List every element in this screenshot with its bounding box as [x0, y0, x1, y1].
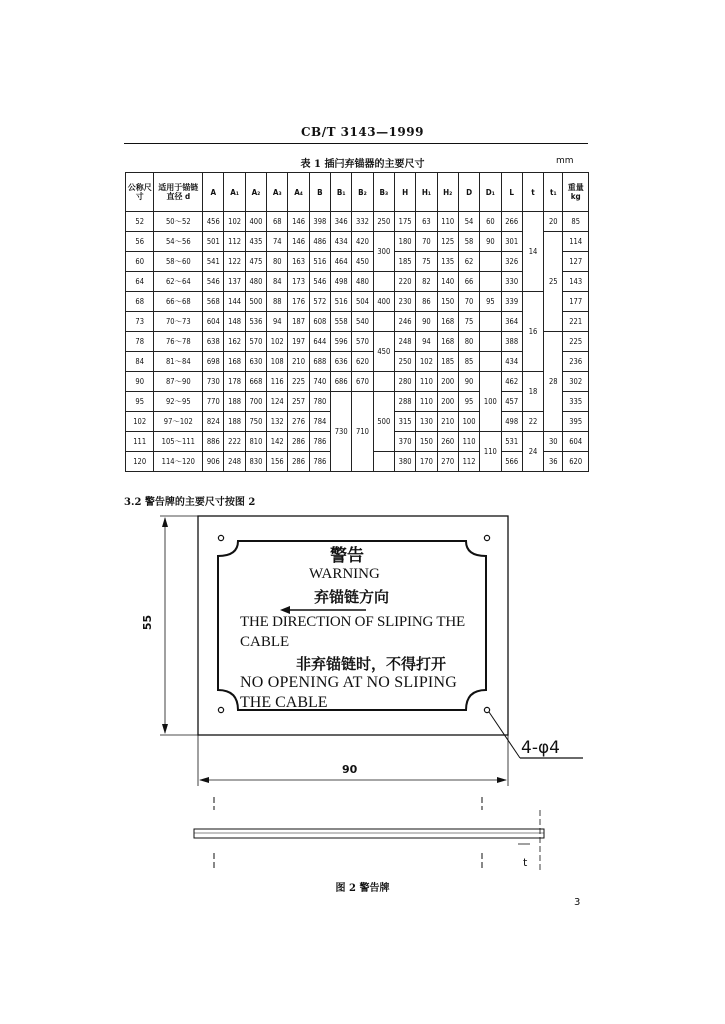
table-cell: 150	[437, 292, 458, 312]
table-cell: 620	[352, 352, 373, 372]
table-cell: 400	[373, 292, 394, 312]
table-cell: 270	[437, 452, 458, 472]
table-cell: 380	[394, 452, 415, 472]
table-cell: 163	[288, 252, 309, 272]
table-cell: 475	[245, 252, 266, 272]
table-header-cell: A	[203, 173, 224, 212]
table-header-cell: D	[458, 173, 479, 212]
table-cell: 572	[309, 292, 330, 312]
table-header-cell: A₃	[267, 173, 288, 212]
table-cell: 58	[458, 232, 479, 252]
table-cell: 100	[480, 372, 501, 432]
table-cell: 225	[563, 332, 589, 352]
warning-chinese-title: 警告	[330, 546, 364, 565]
table-cell: 112	[224, 232, 245, 252]
table-cell: 531	[501, 432, 522, 452]
table-cell: 315	[394, 412, 415, 432]
table-cell: 604	[203, 312, 224, 332]
table-cell: 162	[224, 332, 245, 352]
section-title: 3.2 警告牌的主要尺寸按图 2	[124, 497, 256, 508]
table-cell: 140	[437, 272, 458, 292]
table-cell: 122	[224, 252, 245, 272]
table-cell: 97～102	[154, 412, 203, 432]
table-cell: 28	[544, 332, 563, 432]
table-cell: 248	[224, 452, 245, 472]
table-cell: 504	[352, 292, 373, 312]
page-number: 3	[574, 897, 581, 908]
table-header-cell: 重量 kg	[563, 173, 589, 212]
table-cell: 60	[480, 212, 501, 232]
table-cell: 830	[245, 452, 266, 472]
table-cell: 388	[501, 332, 522, 352]
table-cell: 25	[544, 232, 563, 332]
table-header-cell: B	[309, 173, 330, 212]
table-cell: 185	[394, 252, 415, 272]
table-cell: 286	[288, 452, 309, 472]
table-header-cell: B₁	[331, 173, 352, 212]
table-cell: 222	[224, 432, 245, 452]
hole-icon	[218, 707, 223, 712]
table-cell: 668	[245, 372, 266, 392]
table-cell: 300	[373, 232, 394, 272]
table-cell: 95	[480, 292, 501, 312]
table-cell: 608	[309, 312, 330, 332]
table-cell: 698	[203, 352, 224, 372]
table-cell: 501	[203, 232, 224, 252]
table-cell: 63	[416, 212, 437, 232]
table-cell: 250	[394, 352, 415, 372]
table-cell: 200	[437, 392, 458, 412]
table-cell: 644	[309, 332, 330, 352]
table-cell: 66～68	[154, 292, 203, 312]
table-cell: 568	[203, 292, 224, 312]
table-cell: 750	[245, 412, 266, 432]
table-cell: 266	[501, 212, 522, 232]
table-cell: 60	[126, 252, 154, 272]
hole-icon	[484, 535, 489, 540]
plate-line-5: THE CABLE	[240, 694, 328, 711]
table-cell: 175	[394, 212, 415, 232]
table-cell: 286	[288, 432, 309, 452]
table-cell: 120	[126, 452, 154, 472]
table-cell: 546	[309, 272, 330, 292]
table-cell: 146	[288, 212, 309, 232]
table-cell: 177	[563, 292, 589, 312]
table-cell: 730	[203, 372, 224, 392]
table-cell: 346	[331, 212, 352, 232]
table-cell: 142	[267, 432, 288, 452]
table-cell: 332	[352, 212, 373, 232]
table-cell: 824	[203, 412, 224, 432]
table-cell: 456	[203, 212, 224, 232]
table-cell: 434	[331, 232, 352, 252]
table-cell: 66	[458, 272, 479, 292]
table-cell: 176	[288, 292, 309, 312]
warning-english-title: WARNING	[309, 566, 380, 582]
table-cell: 257	[288, 392, 309, 412]
table-cell: 36	[544, 452, 563, 472]
table-cell: 200	[437, 372, 458, 392]
table-cell: 276	[288, 412, 309, 432]
width-dimension-label: 90	[342, 763, 358, 776]
table-cell: 22	[522, 412, 543, 432]
table-cell: 50～52	[154, 212, 203, 232]
table-cell: 536	[245, 312, 266, 332]
table-cell: 730	[331, 392, 352, 472]
table-header-cell: L	[501, 173, 522, 212]
table-cell: 76～78	[154, 332, 203, 352]
table-cell: 110	[437, 212, 458, 232]
table-cell: 620	[563, 452, 589, 472]
table-cell: 480	[245, 272, 266, 292]
table-header-cell: 公称尺寸	[126, 173, 154, 212]
table-cell: 68	[267, 212, 288, 232]
plate-line-1: THE DIRECTION OF SLIPING THE	[240, 614, 465, 630]
table-cell: 302	[563, 372, 589, 392]
table-cell: 54～56	[154, 232, 203, 252]
table-header-cell: t₁	[544, 173, 563, 212]
table-cell: 236	[563, 352, 589, 372]
table-cell: 58～60	[154, 252, 203, 272]
table-header-cell: D₁	[480, 173, 501, 212]
table-cell: 335	[563, 392, 589, 412]
table-cell: 786	[309, 452, 330, 472]
figure-caption: 图 2 警告牌	[335, 883, 390, 894]
table-cell: 370	[394, 432, 415, 452]
table-cell: 450	[352, 252, 373, 272]
table-cell: 288	[394, 392, 415, 412]
table-header-cell: B₂	[352, 173, 373, 212]
table-cell: 688	[309, 352, 330, 372]
table-cell: 188	[224, 412, 245, 432]
table-cell: 220	[394, 272, 415, 292]
table-cell: 130	[416, 412, 437, 432]
table-header-cell: H	[394, 173, 415, 212]
table-cell: 400	[245, 212, 266, 232]
table-cell: 52	[126, 212, 154, 232]
standard-header: CB/T 3143—1999	[301, 125, 424, 139]
table-cell: 80	[458, 332, 479, 352]
table-cell: 75	[458, 312, 479, 332]
table-cell: 670	[352, 372, 373, 392]
table-cell: 64	[126, 272, 154, 292]
table-cell: 225	[288, 372, 309, 392]
table-cell: 112	[458, 452, 479, 472]
table-cell: 221	[563, 312, 589, 332]
height-dimension-label: 55	[141, 614, 155, 631]
table-cell: 420	[352, 232, 373, 252]
table-cell: 92～95	[154, 392, 203, 412]
table-cell: 20	[544, 212, 563, 232]
table-cell: 464	[331, 252, 352, 272]
table-cell: 246	[394, 312, 415, 332]
table-cell: 56	[126, 232, 154, 252]
table-cell: 95	[126, 392, 154, 412]
table-cell: 73	[126, 312, 154, 332]
table-cell: 260	[437, 432, 458, 452]
table-cell: 230	[394, 292, 415, 312]
table-cell: 906	[203, 452, 224, 472]
arrow-head-icon	[280, 606, 290, 614]
table-cell: 450	[373, 332, 394, 372]
table-cell: 248	[394, 332, 415, 352]
table-cell: 500	[245, 292, 266, 312]
table-cell: 84	[267, 272, 288, 292]
table-cell: 125	[437, 232, 458, 252]
table-cell: 180	[394, 232, 415, 252]
table-cell: 168	[437, 312, 458, 332]
table-cell: 62～64	[154, 272, 203, 292]
table-cell: 88	[267, 292, 288, 312]
table-unit: mm	[556, 156, 574, 166]
table-cell: 486	[309, 232, 330, 252]
table-cell: 144	[224, 292, 245, 312]
table-cell: 114～120	[154, 452, 203, 472]
table-cell: 364	[501, 312, 522, 332]
table-cell: 102	[416, 352, 437, 372]
table-header-cell: t	[522, 173, 543, 212]
table-cell: 566	[501, 452, 522, 472]
table-cell: 127	[563, 252, 589, 272]
table-cell: 150	[416, 432, 437, 452]
table-cell: 498	[501, 412, 522, 432]
table-cell: 110	[416, 392, 437, 412]
table-cell: 137	[224, 272, 245, 292]
table-cell: 339	[501, 292, 522, 312]
table-cell: 132	[267, 412, 288, 432]
table-cell: 250	[373, 212, 394, 232]
hole-icon	[484, 707, 489, 712]
table-cell: 90	[458, 372, 479, 392]
table-cell: 398	[309, 212, 330, 232]
table-cell: 185	[437, 352, 458, 372]
table-cell: 395	[563, 412, 589, 432]
table-cell: 330	[501, 272, 522, 292]
table-cell: 100	[458, 412, 479, 432]
table-cell: 770	[203, 392, 224, 412]
hole-note-label: 4-φ4	[521, 738, 560, 758]
table-cell: 480	[352, 272, 373, 292]
table-cell: 197	[288, 332, 309, 352]
table-cell: 116	[267, 372, 288, 392]
table-cell: 24	[522, 432, 543, 472]
table-cell: 111	[126, 432, 154, 452]
table-cell: 570	[245, 332, 266, 352]
warning-direction-text: 弃锚链方向	[314, 590, 390, 606]
table-cell: 30	[544, 432, 563, 452]
table-cell: 78	[126, 332, 154, 352]
table-cell: 784	[309, 412, 330, 432]
table-cell: 558	[331, 312, 352, 332]
table-cell: 435	[245, 232, 266, 252]
hole-icon	[218, 535, 223, 540]
table-cell: 102	[267, 332, 288, 352]
table-cell: 114	[563, 232, 589, 252]
table-cell: 630	[245, 352, 266, 372]
table-cell: 146	[288, 232, 309, 252]
table-cell: 604	[563, 432, 589, 452]
table-cell: 87～90	[154, 372, 203, 392]
table-cell: 636	[331, 352, 352, 372]
table-cell: 70	[458, 292, 479, 312]
table-cell: 686	[331, 372, 352, 392]
table-cell: 462	[501, 372, 522, 392]
table-cell: 516	[309, 252, 330, 272]
table-cell: 740	[309, 372, 330, 392]
table-cell: 14	[522, 212, 543, 292]
table-cell: 90	[416, 312, 437, 332]
table-cell: 498	[331, 272, 352, 292]
table-cell: 81～84	[154, 352, 203, 372]
table-cell: 156	[267, 452, 288, 472]
table-header-cell: A₄	[288, 173, 309, 212]
table-header-cell: A₁	[224, 173, 245, 212]
table-cell: 70～73	[154, 312, 203, 332]
table-cell: 516	[331, 292, 352, 312]
table-cell: 143	[563, 272, 589, 292]
table-cell: 62	[458, 252, 479, 272]
table-cell: 280	[394, 372, 415, 392]
table-cell: 168	[224, 352, 245, 372]
table-cell: 541	[203, 252, 224, 272]
table-cell: 82	[416, 272, 437, 292]
table-cell: 75	[416, 252, 437, 272]
table-header-cell: H₂	[437, 173, 458, 212]
table-cell: 700	[245, 392, 266, 412]
table-cell: 434	[501, 352, 522, 372]
table-cell: 102	[224, 212, 245, 232]
table-cell: 86	[416, 292, 437, 312]
table-cell: 570	[352, 332, 373, 352]
table-cell: 80	[267, 252, 288, 272]
table-cell: 90	[126, 372, 154, 392]
table-cell: 84	[126, 352, 154, 372]
table-cell: 94	[416, 332, 437, 352]
table-cell: 68	[126, 292, 154, 312]
table-cell: 710	[352, 392, 373, 472]
table-cell: 188	[224, 392, 245, 412]
table-cell: 124	[267, 392, 288, 412]
table-header-cell: B₃	[373, 173, 394, 212]
table-cell: 94	[267, 312, 288, 332]
table-cell: 457	[501, 392, 522, 412]
table-cell: 170	[416, 452, 437, 472]
plate-line-4: NO OPENING AT NO SLIPING	[240, 674, 457, 691]
table-cell: 540	[352, 312, 373, 332]
table-cell: 210	[288, 352, 309, 372]
table-cell: 54	[458, 212, 479, 232]
table-cell: 85	[563, 212, 589, 232]
table-cell: 110	[458, 432, 479, 452]
table-cell: 810	[245, 432, 266, 452]
table-cell: 780	[309, 392, 330, 412]
table-cell: 326	[501, 252, 522, 272]
table-cell: 178	[224, 372, 245, 392]
table-cell: 108	[267, 352, 288, 372]
plate-line-2: CABLE	[240, 634, 290, 650]
table-cell: 110	[480, 432, 501, 472]
table-cell: 90	[480, 232, 501, 252]
table-header-cell: H₁	[416, 173, 437, 212]
table-cell: 168	[437, 332, 458, 352]
table-cell: 102	[126, 412, 154, 432]
table-cell: 148	[224, 312, 245, 332]
table-header-cell: 适用于锚链直径 d	[154, 173, 203, 212]
table-cell: 301	[501, 232, 522, 252]
table-cell: 500	[373, 392, 394, 452]
table-cell: 135	[437, 252, 458, 272]
table-cell: 95	[458, 392, 479, 412]
table-cell: 105～111	[154, 432, 203, 452]
plate-side-view	[194, 829, 544, 838]
table-cell: 110	[416, 372, 437, 392]
table-cell: 16	[522, 292, 543, 372]
table-cell: 638	[203, 332, 224, 352]
table-cell: 187	[288, 312, 309, 332]
table-cell: 546	[203, 272, 224, 292]
table-cell: 210	[437, 412, 458, 432]
table-cell: 886	[203, 432, 224, 452]
table-cell: 74	[267, 232, 288, 252]
table-header-cell: A₂	[245, 173, 266, 212]
table-cell: 70	[416, 232, 437, 252]
table-cell: 173	[288, 272, 309, 292]
table-title: 表 1 插闩弃锚器的主要尺寸	[300, 159, 425, 170]
table-cell: 596	[331, 332, 352, 352]
table-cell: 786	[309, 432, 330, 452]
table-cell: 85	[458, 352, 479, 372]
thickness-label: t	[523, 856, 528, 869]
table-cell: 18	[522, 372, 543, 412]
plate-line-3: 非弃锚链时，不得打开	[296, 657, 447, 673]
